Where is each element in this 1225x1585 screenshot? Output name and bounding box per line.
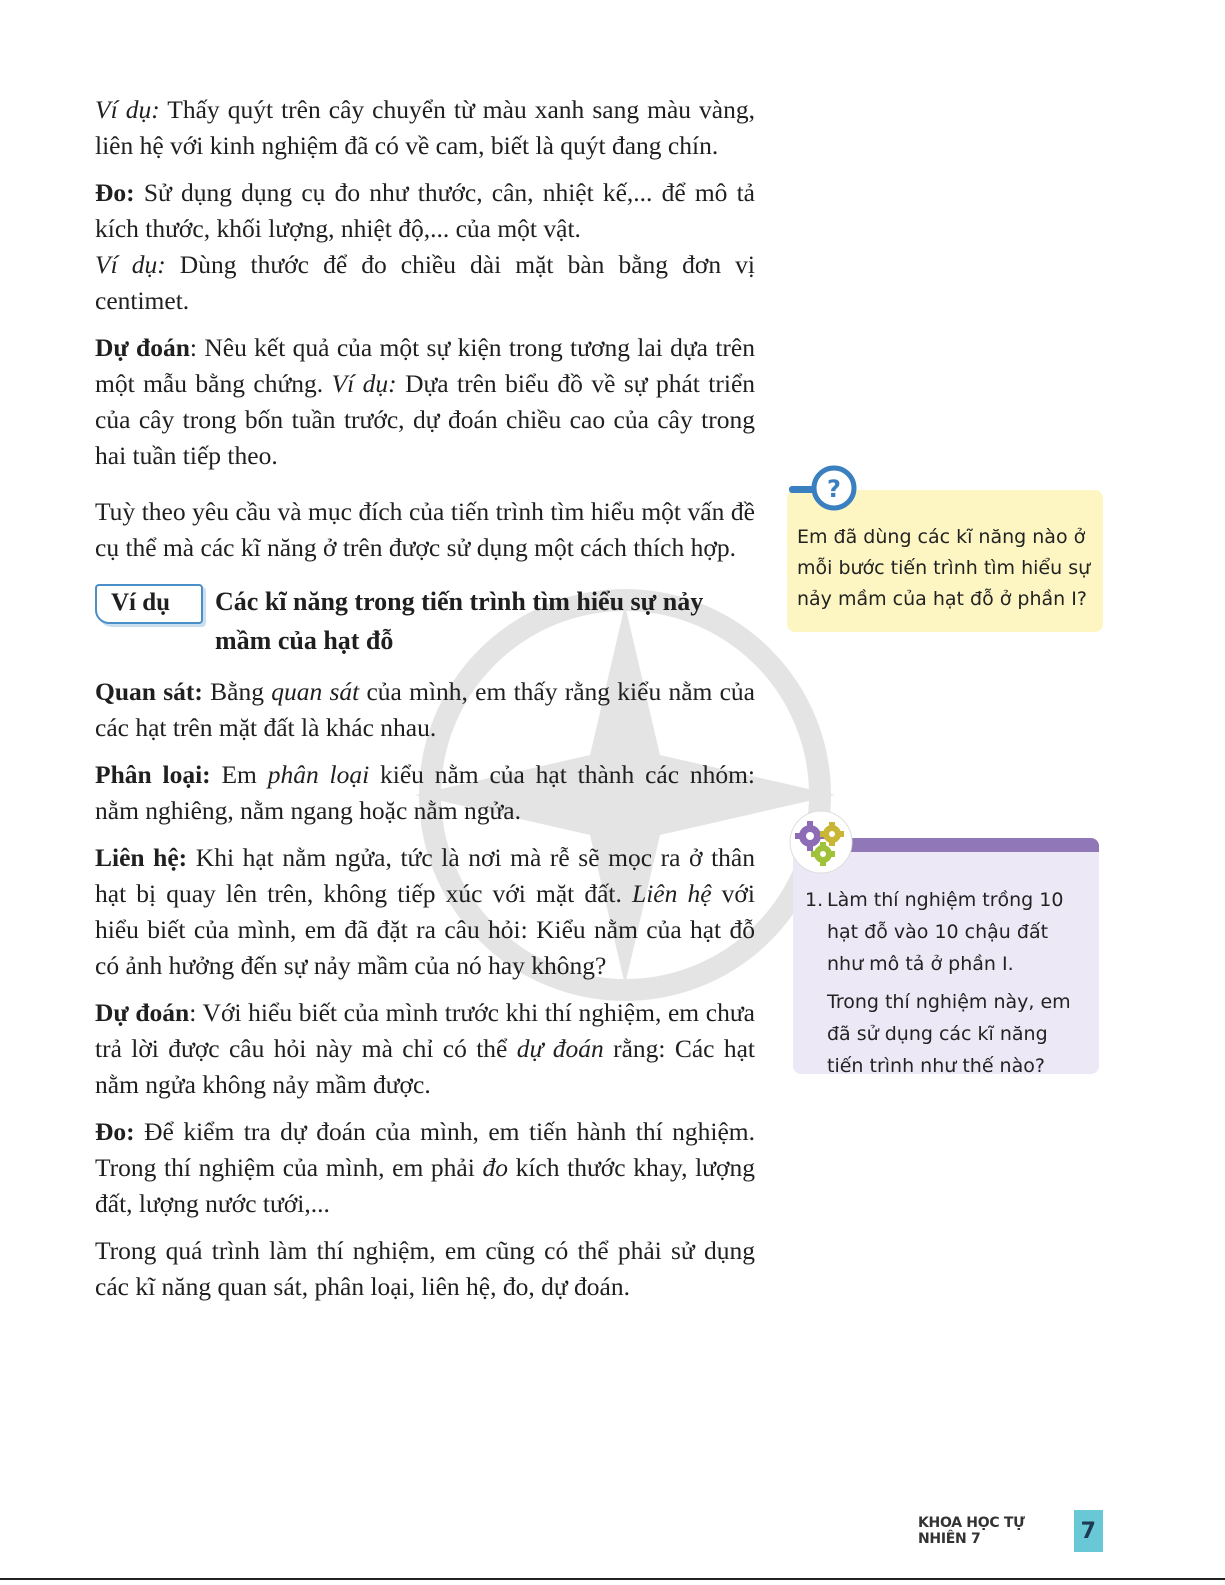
paragraph-lien-he: Liên hệ: Khi hạt nằm ngửa, tức là nơi mà rễ sẽ mọc ra ở thân hạt bị quay lên trên, không tiếp xúc với mặt đất. Liên hệ với hiểu biết của mình, em đã đặt ra câu hỏi: Kiểu nằm của hạt đỗ có ảnh hưởng đến sự nảy mầm của nó hay không? [95,843,755,980]
paragraph-do-example: Đo: Để kiểm tra dự đoán của mình, em tiến hành thí nghiệm. Trong thí nghiệm của mình, em phải đo kích thước khay, lượng đất, lượng nước tưới,... [95,1117,755,1218]
gears-icon [786,810,856,874]
paragraph-quan-sat: Quan sát: Bằng quan sát của mình, em thấy rằng kiểu nằm của các hạt trên mặt đất là khác nhau. [95,677,755,742]
question-text: Em đã dùng các kĩ năng nào ở mỗi bước tiến trình tìm hiểu sự nảy mầm của hạt đỗ ở phần I? [797,526,1091,610]
page-bottom-rule [0,1578,1225,1580]
example-header [95,582,755,662]
activity-line-1: Làm thí nghiệm trồng 10 hạt đỗ vào 10 chậu đất như mô tả ở phần I. [827,889,1064,975]
paragraph-du-doan: Dự đoán: Nêu kết quả của một sự kiện trong tương lai dựa trên một mẫu bằng chứng. Ví dụ: Dựa trên biểu đồ về sự phát triển của cây trong bốn tuần trước, dự đoán chiều cao của cây trong hai tuần tiếp theo. [95,333,756,470]
svg-text:?: ? [827,475,841,503]
paragraph-tuy-theo: Tuỳ theo yêu cầu và mục đích của tiến trình tìm hiểu một vấn đề cụ thể mà các kĩ năng ở trên được sử dụng một cách thích hợp. [95,497,755,562]
page-number: 7 [1074,1510,1103,1552]
example-title: Các kĩ năng trong tiến trình tìm hiểu sự nảy mầm của hạt đỗ [215,587,704,655]
paragraph-do: Đo: Sử dụng dụng cụ đo như thước, cân, nhiệt kế,... để mô tả kích thước, khối lượng, nhiệt độ,... của một vật. Ví dụ: Dùng thước để đo chiều dài mặt bàn bằng đơn vị centimet. [95,178,756,315]
page-footer [918,1510,1103,1552]
magnifier-question-icon [787,462,857,512]
paragraph-phan-loai: Phân loại: Em phân loại kiểu nằm của hạt thành các nhóm: nằm nghiêng, nằm ngang hoặc nằm ngửa. [95,760,756,825]
paragraph-closing: Trong quá trình làm thí nghiệm, em cũng có thể phải sử dụng các kĩ năng quan sát, phân loại, liên hệ, đo, dự đoán. [95,1236,755,1301]
example-tag: Ví dụ [95,584,203,624]
paragraph-vidu-quyt: Ví dụ: Thấy quýt trên cây chuyển từ màu xanh sang màu vàng, liên hệ với kinh nghiệm đã có về cam, biết là quýt đang chín. [95,95,756,160]
activity-line-2: Trong thí nghiệm này, em đã sử dụng các kĩ năng tiến trình như thế nào? [827,991,1071,1077]
activity-number: 1. [805,889,824,911]
paragraph-du-doan-example: Dự đoán: Với hiểu biết của mình trước khi thí nghiệm, em chưa trả lời được câu hỏi này mà chỉ có thể dự đoán rằng: Các hạt nằm ngửa không nảy mầm được. [95,998,755,1099]
book-title: KHOA HỌC TỰ NHIÊN 7 [918,1515,1025,1547]
main-column [95,92,755,1316]
